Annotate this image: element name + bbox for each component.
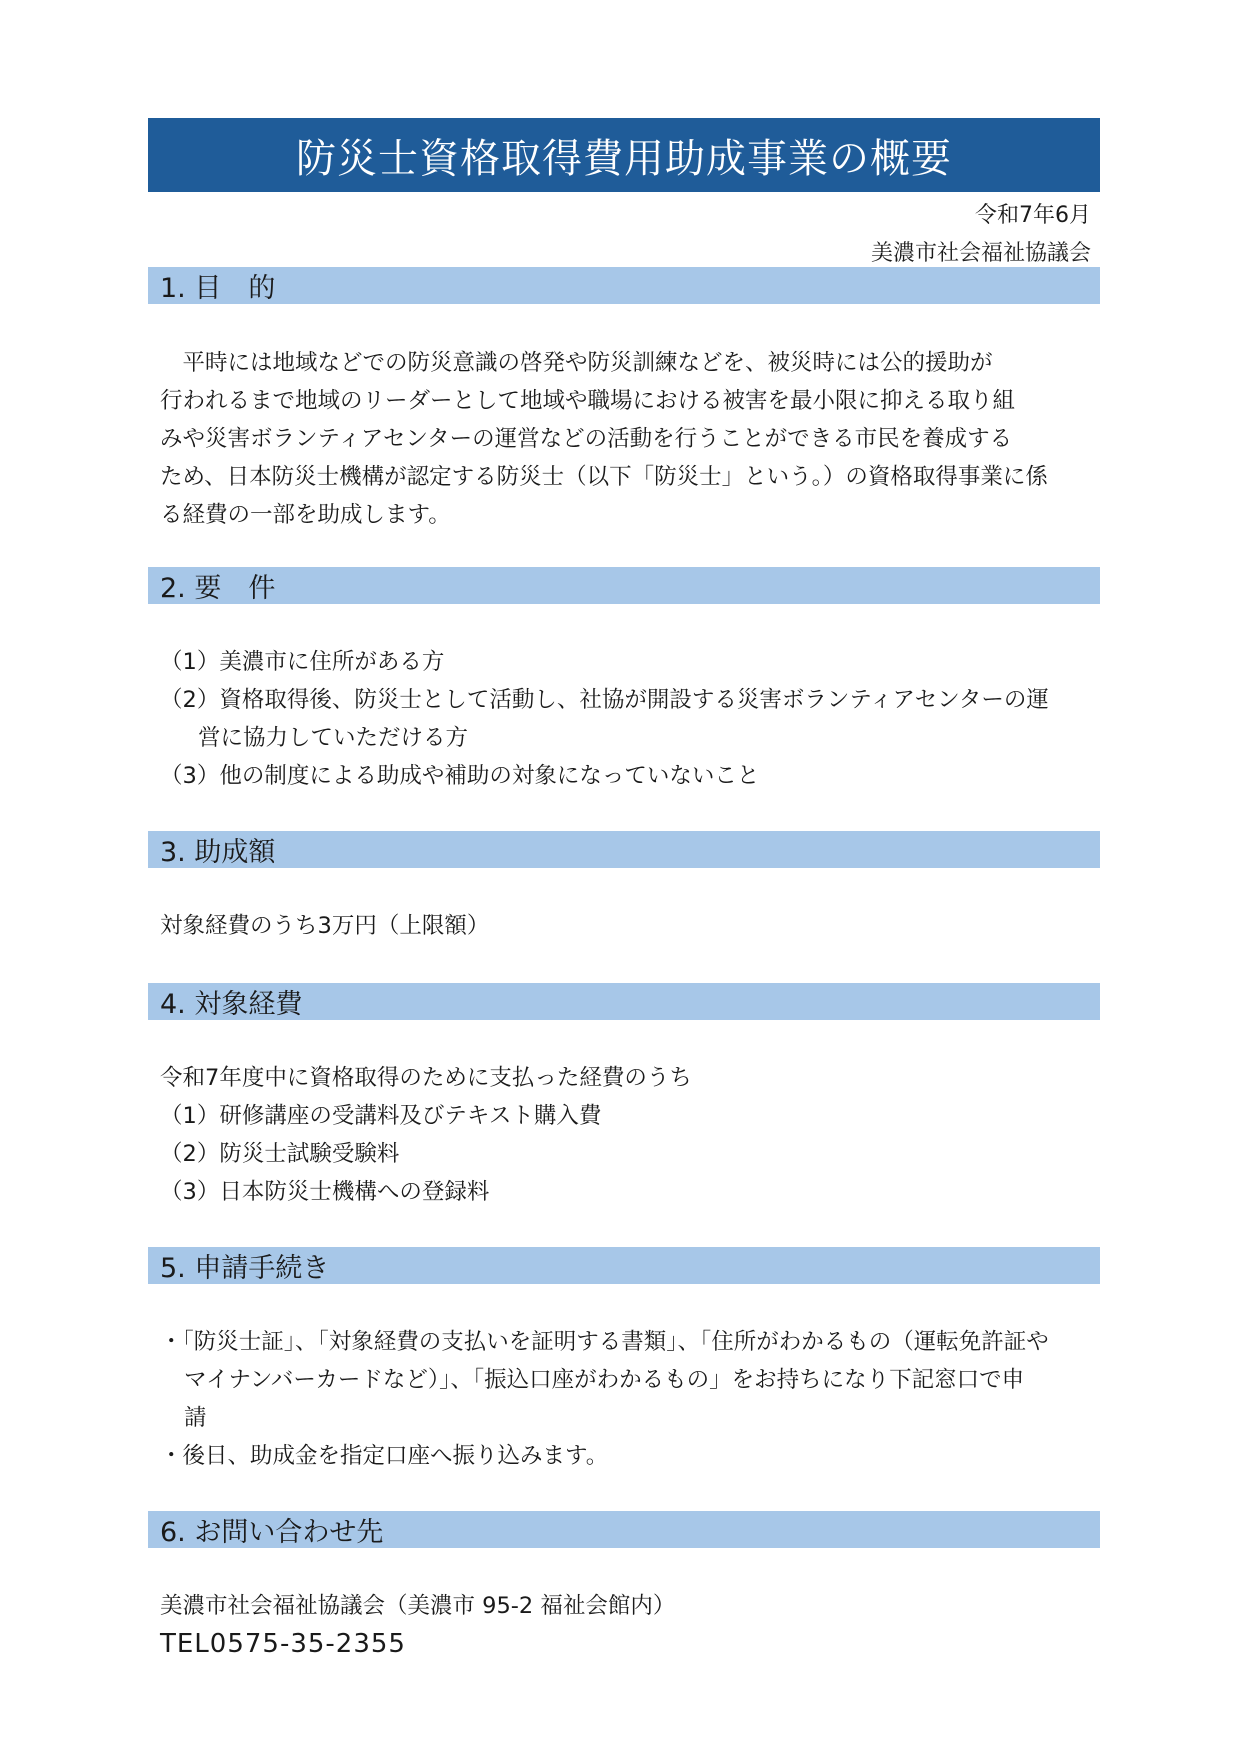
purpose-line: る経費の一部を助成します。 bbox=[160, 502, 451, 528]
section-heading-requirements: 2. 要 件 bbox=[148, 567, 1100, 604]
purpose-line: 平時には地域などでの防災意識の啓発や防災訓練などを、被災時には公的援助が bbox=[160, 350, 993, 376]
list-intro: 令和7年度中に資格取得のために支払った経費のうち bbox=[160, 1065, 692, 1091]
list-item: （2）防災士試験受験料 bbox=[160, 1141, 400, 1167]
page-title: 防災士資格取得費用助成事業の概要 bbox=[148, 118, 1100, 192]
application-list bbox=[160, 1323, 1049, 1475]
list-item: ・後日、助成金を指定口座へ振り込みます。 bbox=[160, 1443, 609, 1469]
section-heading-eligible-expenses: 4. 対象経費 bbox=[148, 983, 1100, 1020]
contact-phone: TEL0575-35-2355 bbox=[160, 1629, 406, 1659]
requirements-list bbox=[160, 643, 1049, 795]
expenses-list bbox=[160, 1059, 692, 1211]
purpose-line: みや災害ボランティアセンターの運営などの活動を行うことができる市民を養成する bbox=[160, 426, 1013, 452]
list-item: （3）他の制度による助成や補助の対象になっていないこと bbox=[160, 763, 760, 789]
purpose-line: 行われるまで地域のリーダーとして地域や職場における被害を最小限に抑える取り組 bbox=[160, 388, 1016, 414]
list-item: （1）研修講座の受講料及びテキスト購入費 bbox=[160, 1103, 602, 1129]
contact-address: 美濃市社会福祉協議会（美濃市 95-2 福祉会館内） bbox=[160, 1593, 676, 1619]
purpose-line: ため、日本防災士機構が認定する防災士（以下「防災士」という。）の資格取得事業に係 bbox=[160, 464, 1048, 490]
list-item: （2）資格取得後、防災士として活動し、社協が開設する災害ボランティアセンターの運 bbox=[160, 687, 1049, 713]
purpose-text bbox=[160, 344, 1048, 534]
list-item-continuation: 営に協力していただける方 bbox=[198, 725, 469, 751]
list-item: （1）美濃市に住所がある方 bbox=[160, 649, 445, 675]
amount-line: 対象経費のうち3万円（上限額） bbox=[160, 913, 490, 939]
amount-text bbox=[160, 907, 489, 945]
issue-date: 令和7年6月 bbox=[975, 203, 1091, 228]
list-item: （3）日本防災士機構への登録料 bbox=[160, 1179, 490, 1205]
section-heading-contact: 6. お問い合わせ先 bbox=[148, 1511, 1100, 1548]
list-item-continuation: マイナンバーカードなど）」、「振込口座がわかるもの」をお持ちになり下記窓口で申 bbox=[184, 1367, 1025, 1393]
list-item-continuation: 請 bbox=[184, 1405, 207, 1431]
organization-name: 美濃市社会福祉協議会 bbox=[870, 241, 1091, 266]
section-heading-purpose: 1. 目 的 bbox=[148, 267, 1100, 304]
section-heading-application: 5. 申請手続き bbox=[148, 1247, 1100, 1284]
list-item: ・「防災士証」、「対象経費の支払いを証明する書類」、「住所がわかるもの（運転免許証や bbox=[160, 1329, 1049, 1355]
contact-block bbox=[160, 1587, 675, 1663]
section-heading-amount: 3. 助成額 bbox=[148, 831, 1100, 868]
